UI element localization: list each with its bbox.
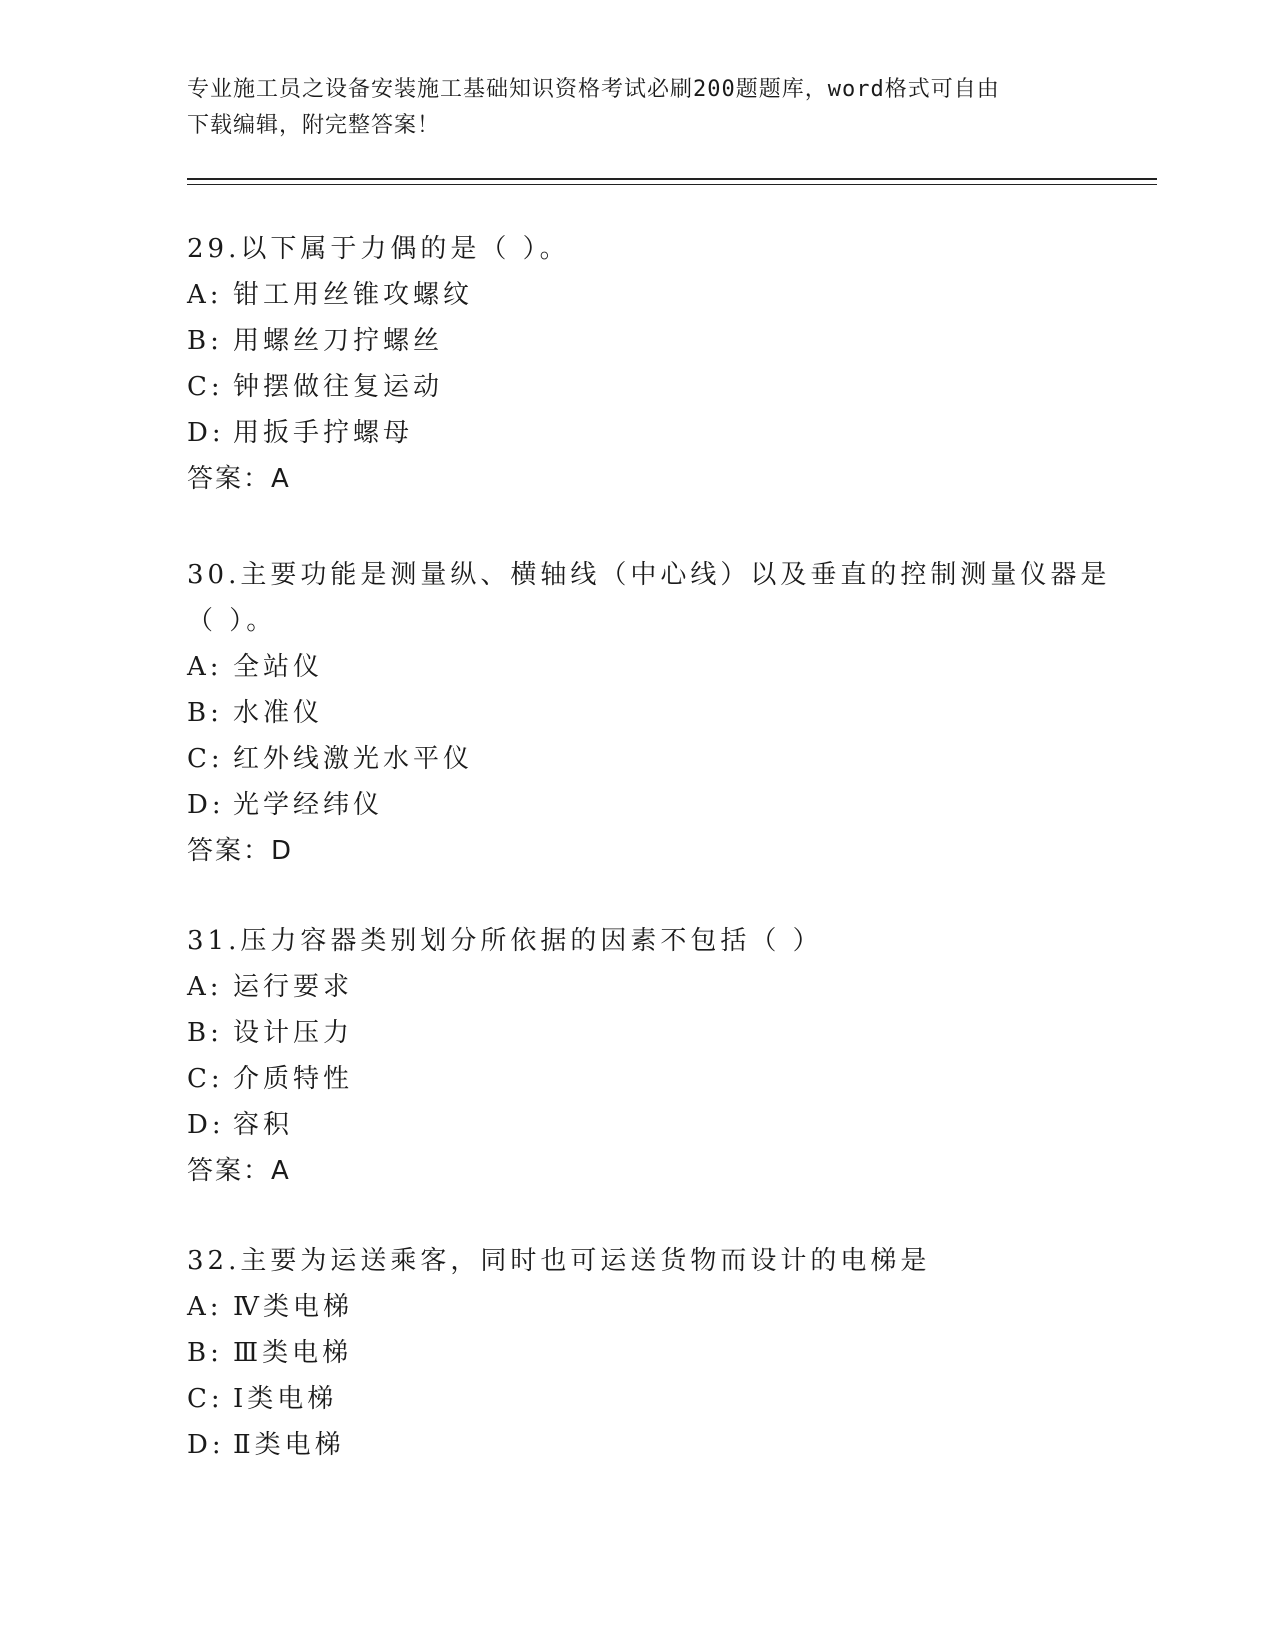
header-divider-thin [187,184,1157,185]
option-text: 运行要求 [233,972,354,1002]
option-text: 设计压力 [233,1018,354,1048]
option-b [187,1330,1087,1376]
option-c [187,1056,1087,1102]
option-c [187,1376,1087,1422]
question-stem: 29.以下属于力偶的是（ ）。 [187,234,570,264]
option-text: 光学经纬仪 [233,790,384,820]
option-a [187,272,1087,318]
option-text: 容积 [233,1110,294,1140]
option-b [187,1010,1087,1056]
option-text: Ⅱ类电梯 [233,1430,345,1460]
option-text: 介质特性 [233,1064,354,1094]
option-label: A: [187,1292,223,1322]
option-label: C: [187,1064,224,1094]
question-stem: 32.主要为运送乘客，同时也可运送货物而设计的电梯是 [187,1246,931,1276]
option-text: 钟摆做往复运动 [233,372,444,402]
option-label: C: [187,372,224,402]
option-d [187,1102,1087,1148]
option-label: B: [187,698,223,728]
option-label: B: [187,1018,223,1048]
option-text: 钳工用丝锥攻螺纹 [233,280,474,310]
answer: 答案：A [187,464,291,494]
question-stem: 30.主要功能是测量纵、横轴线（中心线）以及垂直的控制测量仪器是 [187,560,1111,590]
option-label: D: [187,418,225,448]
question-29 [187,226,1087,502]
option-label: C: [187,1384,224,1414]
option-d [187,782,1087,828]
option-text: 全站仪 [233,652,324,682]
answer: 答案：D [187,836,294,866]
option-label: B: [187,326,223,356]
option-b [187,318,1087,364]
option-text: Ⅲ类电梯 [233,1338,353,1368]
option-text: Ⅰ类电梯 [233,1384,338,1414]
option-label: D: [187,1110,225,1140]
option-d [187,410,1087,456]
option-label: A: [187,280,223,310]
question-30 [187,552,1111,874]
option-a [187,964,1087,1010]
option-text: 红外线激光水平仪 [233,744,474,774]
option-c [187,364,1087,410]
option-a [187,1284,1087,1330]
answer: 答案：A [187,1156,291,1186]
option-c [187,736,1087,782]
option-text: 用螺丝刀拧螺丝 [233,326,444,356]
option-text: 水准仪 [233,698,324,728]
question-stem-continued: （ ）。 [187,606,277,636]
question-31 [187,918,1087,1194]
option-label: D: [187,790,225,820]
option-a [187,644,1087,690]
question-stem: 31.压力容器类别划分所依据的因素不包括（ ） [187,926,823,956]
option-label: A: [187,652,223,682]
option-label: C: [187,744,224,774]
option-b [187,690,1087,736]
option-label: D: [187,1430,225,1460]
option-d [187,1422,1087,1468]
option-text: 用扳手拧螺母 [233,418,414,448]
option-label: B: [187,1338,223,1368]
option-text: Ⅳ类电梯 [233,1292,353,1322]
option-label: A: [187,972,223,1002]
header-line-2: 下载编辑，附完整答案！ [187,113,441,138]
question-32 [187,1238,1087,1468]
document-header [187,72,1087,144]
header-line-1: 专业施工员之设备安装施工基础知识资格考试必刷200题题库，word格式可自由 [187,77,1000,102]
header-divider-thick [187,178,1157,180]
